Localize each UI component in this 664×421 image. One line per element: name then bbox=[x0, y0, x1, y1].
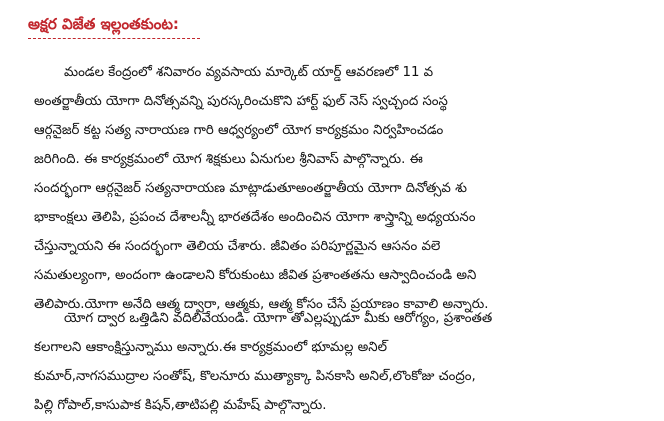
paragraph-2 bbox=[34, 304, 634, 420]
text-line: కలగాలని ఆకాంక్షిస్తున్నాము అన్నారు.ఈ కార్యక్రమంలో భూమల్ల అనిల్ bbox=[34, 340, 387, 355]
text-line: చేస్తున్నాయని ఈ సందర్భంగా తెలియ చేశారు. జీవితం పరిపూర్ణమైన ఆసనం వలె bbox=[34, 239, 441, 254]
text-line: సందర్భంగా ఆర్గనైజర్ సత్యనారాయణ మాట్లాడుతూఅంతర్జాతీయ యోగా దినోత్సవ శు bbox=[34, 181, 468, 196]
text-line: కుమార్,నాగసముద్రాల సంతోష్, కొలనూరు ముత్యాక్కా పినకాసి అనిల్,లొంకోజు చంద్రం, bbox=[34, 369, 476, 384]
text-line: సమతుల్యంగా, అందంగా ఉండాలని కోరుకుంటు జీవిత ప్రశాంతతను ఆస్వాదించండి అని bbox=[34, 268, 477, 283]
text-line: జరిగింది. ఈ కార్యక్రమంలో యోగ శిక్షకులు ఏనుగుల శ్రీనివాస్ పాల్గొన్నారు. ఈ bbox=[34, 152, 423, 167]
text-line: యోగ ద్వార ఒత్తిడిని వదిలివేయండి. యోగా తోఎల్లప్పుడూ మీకు ఆరోగ్యం, ప్రశాంతత bbox=[64, 311, 493, 326]
text-line: పిల్లి గోపాల్,కాసుపాక కిషన్,తాటిపల్లి మహేష్ పాల్గొన్నారు. bbox=[34, 398, 327, 413]
text-line: భాకాంక్షలు తెలిపి, ప్రపంచ దేశాలన్నీ భారతదేశం అందించిన యోగా శాస్త్రాన్ని అధ్యయనం bbox=[34, 210, 476, 225]
text-line: ఆర్గనైజర్ కట్ట సత్య నారాయణ గారి ఆధ్వర్యంలో యోగ కార్యక్రమం నిర్వహించడం bbox=[34, 123, 444, 138]
paragraph-1 bbox=[34, 58, 634, 319]
heading-underline bbox=[28, 38, 200, 39]
article-heading: అక్షర విజేత ఇల్లంతకుంట: bbox=[28, 15, 179, 33]
text-line: అంతర్జాతీయ యోగా దినోత్సవన్ని పురస్కరించుకొని హార్ట్ ఫుల్ నెస్ స్వచ్చంద సంస్థ bbox=[34, 94, 448, 109]
text-line: తెలిపారు.యోగా అనేది ఆత్మ ద్వారా, ఆత్మకు, ఆత్మ కోసం చేసే ప్రయాణం కావాలి అన్నారు. bbox=[34, 297, 489, 312]
text-line: మండల కేంద్రంలో శనివారం వ్యవసాయ మార్కెట్ యార్డ్ ఆవరణలో 11 వ bbox=[64, 65, 434, 80]
